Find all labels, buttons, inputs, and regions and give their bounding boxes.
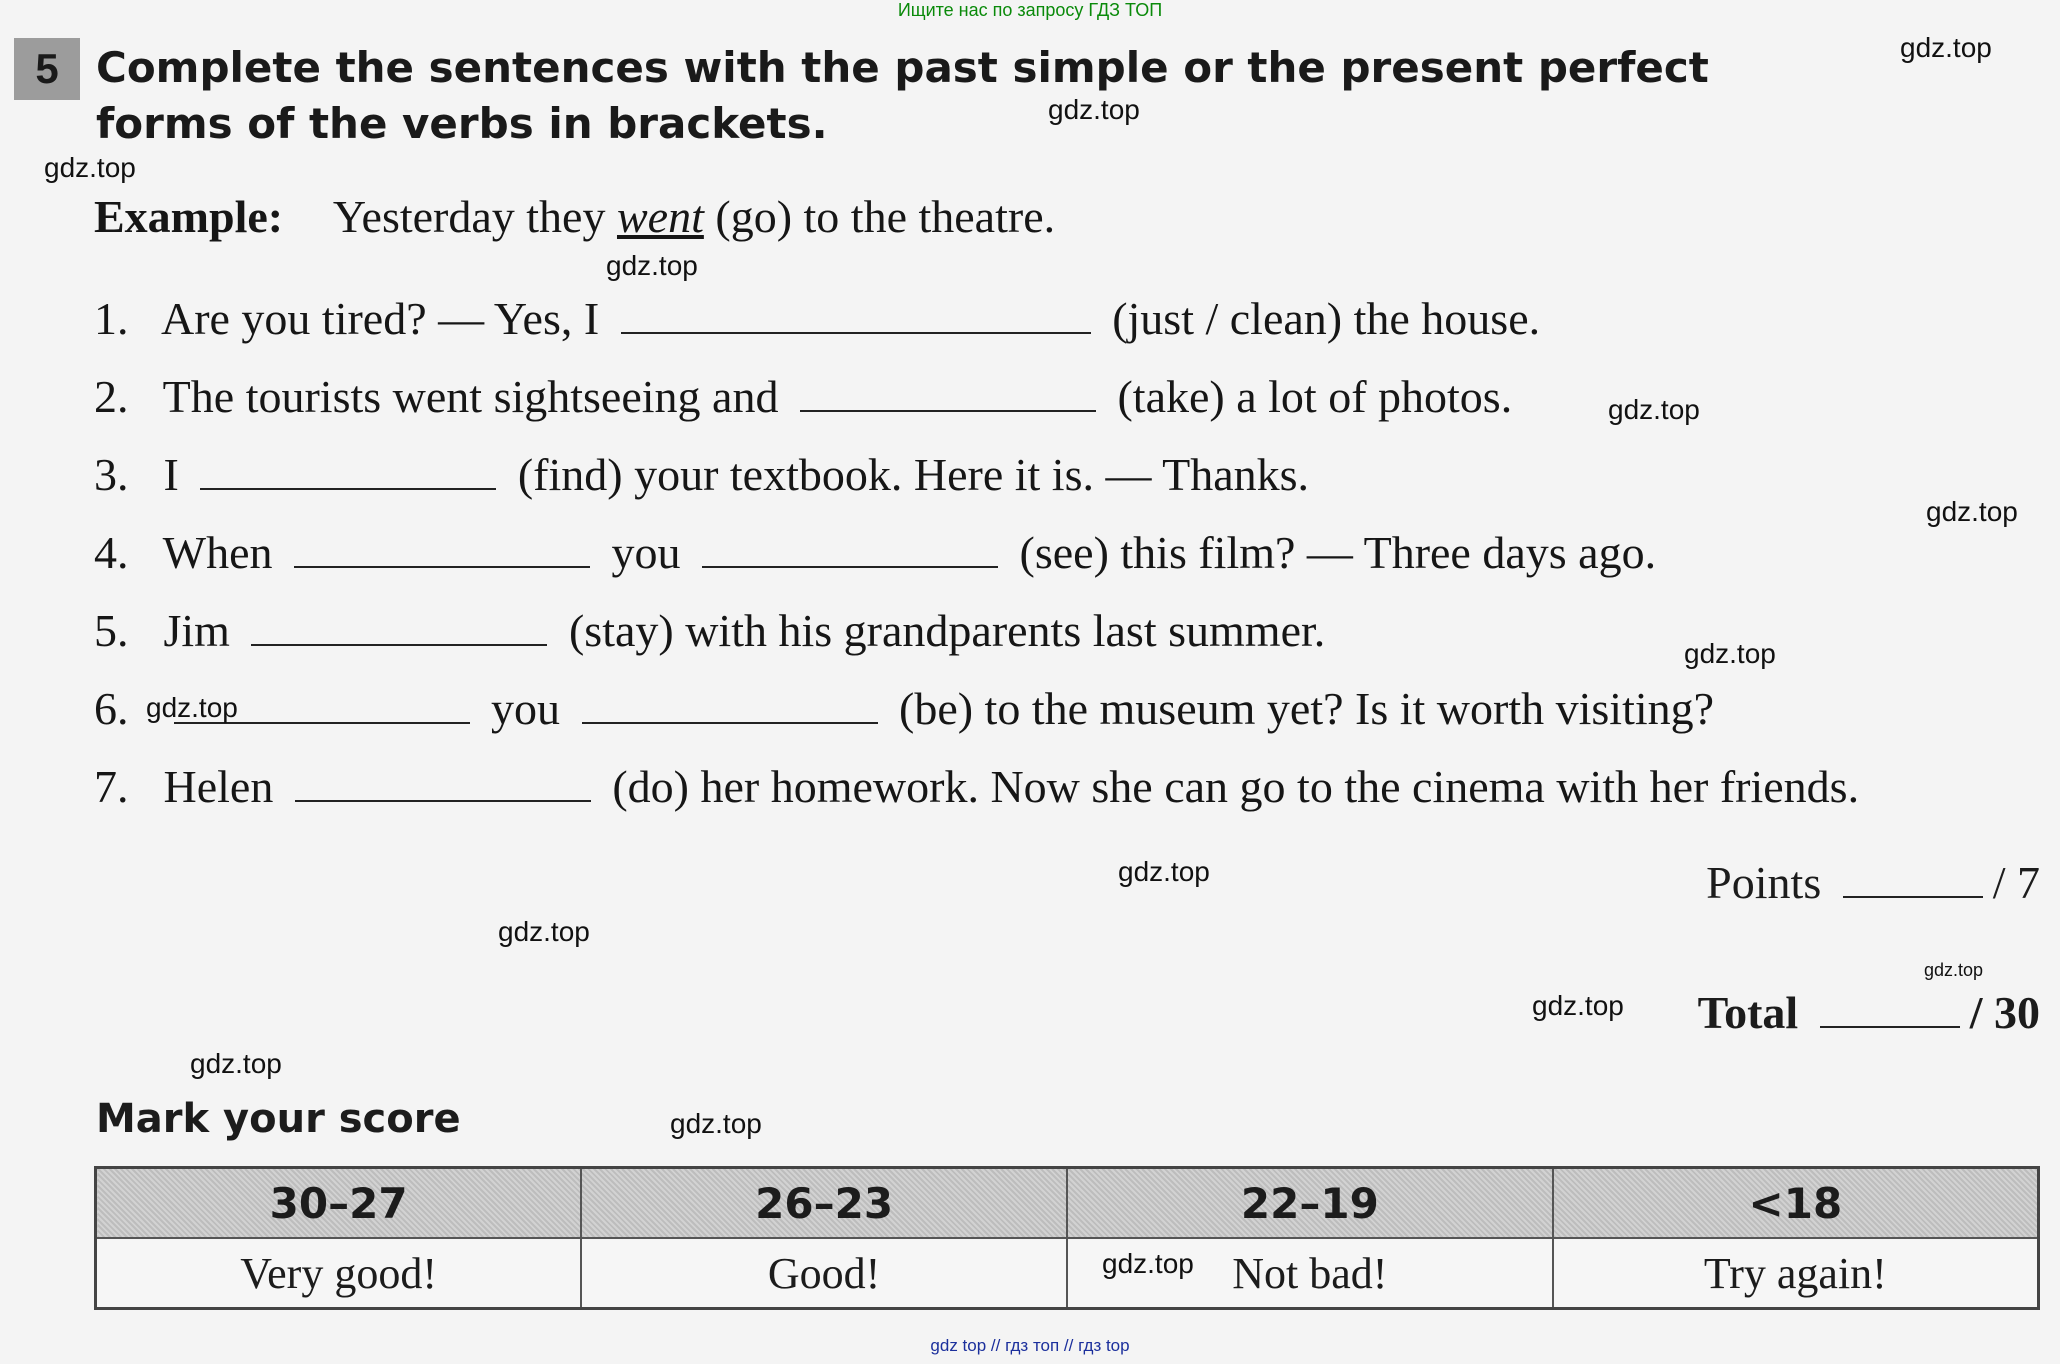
item-number: 3.	[94, 449, 129, 500]
exercise-item-3	[94, 448, 1309, 501]
score-range-row	[96, 1168, 2039, 1239]
item-number: 4.	[94, 527, 129, 578]
bottom-links[interactable]: gdz top // гдз топ // гдз top	[930, 1336, 1130, 1355]
score-range: <18	[1553, 1168, 2039, 1239]
example-answer: went	[616, 191, 704, 242]
points-label: Points	[1706, 857, 1822, 908]
total-label: Total	[1697, 987, 1799, 1038]
item-text-end: (find) your textbook. Here it is. — Thanks.	[517, 449, 1310, 500]
answer-blank[interactable]	[582, 682, 878, 724]
item-text-start: Are you tired? — Yes, I	[160, 293, 600, 344]
watermark: gdz.top	[1532, 990, 1624, 1021]
watermark: gdz.top	[1118, 856, 1210, 887]
answer-blank[interactable]	[294, 526, 590, 568]
score-table	[94, 1166, 2040, 1310]
watermark: gdz.top	[146, 692, 238, 723]
watermark: gdz.top	[44, 152, 136, 183]
top-search-hint[interactable]: Ищите нас по запросу ГДЗ ТОП	[897, 0, 1163, 20]
score-grade: Try again!	[1553, 1238, 2039, 1309]
watermark: gdz.top	[670, 1108, 762, 1139]
exercise-item-5	[94, 604, 1325, 657]
answer-blank[interactable]	[251, 604, 547, 646]
watermark: gdz.top	[1926, 496, 2018, 527]
example-text-before: Yesterday they	[332, 191, 606, 242]
score-grade: Very good!	[96, 1238, 582, 1309]
item-text-start: I	[163, 449, 179, 500]
item-text-mid: you	[491, 683, 560, 734]
score-range: 22–19	[1067, 1168, 1553, 1239]
item-text-end: (do) her homework. Now she can go to the cinema with her friends.	[612, 761, 1860, 812]
answer-blank[interactable]	[621, 292, 1091, 334]
watermark: gdz.top	[1684, 638, 1776, 669]
score-range: 26–23	[581, 1168, 1067, 1239]
item-text-end: (be) to the museum yet? Is it worth visiting?	[899, 683, 1715, 734]
item-text-start: Helen	[163, 761, 274, 812]
watermark: gdz.top	[1102, 1248, 1194, 1279]
example-label: Example:	[94, 191, 284, 242]
points-max: / 7	[1992, 857, 2040, 908]
item-text-start: When	[162, 527, 273, 578]
score-grade-row	[96, 1238, 2039, 1309]
item-number: 1.	[94, 293, 129, 344]
score-grade: Not bad!	[1067, 1238, 1553, 1309]
total-max: / 30	[1969, 987, 2040, 1038]
points-line	[1706, 856, 2040, 909]
watermark: gdz.top	[1048, 94, 1140, 125]
total-blank[interactable]	[1820, 986, 1960, 1028]
item-text-mid: you	[611, 527, 681, 578]
item-number: 2.	[94, 371, 129, 422]
item-text-end: (see) this film? — Three days ago.	[1019, 527, 1657, 578]
example-line	[94, 190, 1055, 243]
watermark: gdz.top	[1900, 32, 1992, 63]
watermark: gdz.top	[190, 1048, 282, 1079]
exercise-instruction: Complete the sentences with the past simple or the present perfect forms of the verbs in brackets.	[96, 43, 1709, 148]
exercise-item-4	[94, 526, 1656, 579]
exercise-number-badge: 5	[14, 38, 80, 100]
item-number: 7.	[94, 761, 129, 812]
watermark: gdz.top	[1924, 960, 1984, 980]
score-grade: Good!	[581, 1238, 1067, 1309]
watermark: gdz.top	[606, 250, 698, 281]
exercise-item-6	[94, 682, 1714, 735]
item-number: 6.	[94, 683, 129, 734]
item-text-start: Jim	[163, 605, 230, 656]
total-line	[1698, 986, 2040, 1039]
watermark: gdz.top	[1608, 394, 1700, 425]
answer-blank[interactable]	[295, 760, 591, 802]
answer-blank[interactable]	[800, 370, 1096, 412]
exercise-item-1	[94, 292, 1540, 345]
exercise-item-2	[94, 370, 1512, 423]
item-number: 5.	[94, 605, 129, 656]
score-heading: Mark your score	[96, 1096, 461, 1142]
answer-blank[interactable]	[200, 448, 496, 490]
item-text-start: The tourists went sightseeing and	[162, 371, 779, 422]
example-text-after: (go) to the theatre.	[715, 191, 1056, 242]
item-text-end: (just / clean) the house.	[1112, 293, 1541, 344]
score-range: 30–27	[96, 1168, 582, 1239]
answer-blank[interactable]	[702, 526, 998, 568]
watermark: gdz.top	[498, 916, 590, 947]
exercise-item-7	[94, 760, 1859, 813]
points-blank[interactable]	[1843, 856, 1983, 898]
item-text-end: (stay) with his grandparents last summer.	[568, 605, 1326, 656]
item-text-end: (take) a lot of photos.	[1117, 371, 1513, 422]
